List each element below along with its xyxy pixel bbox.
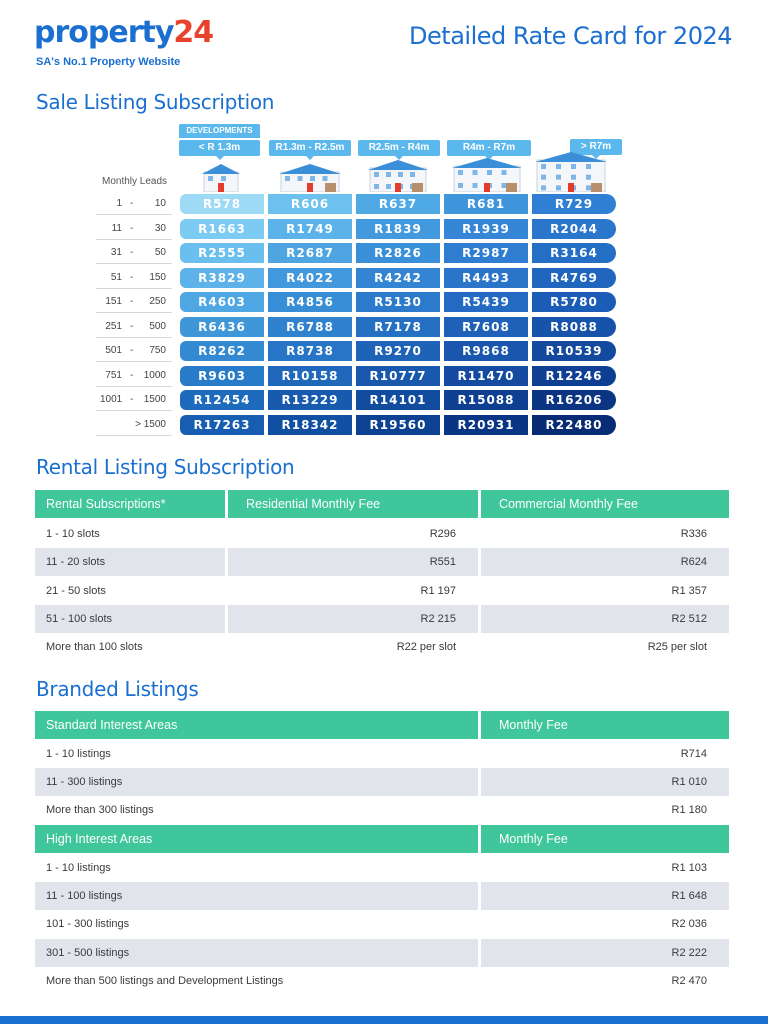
range-high: 750 <box>149 345 166 356</box>
price-cell: R18342 <box>268 415 352 435</box>
price-cell: R4603 <box>180 292 264 312</box>
price-cell: R2826 <box>356 243 440 263</box>
range-dash: - <box>130 394 134 405</box>
price-cell: R6436 <box>180 317 264 337</box>
range-high: 1500 <box>143 394 166 405</box>
price-cell: R3164 <box>532 243 616 263</box>
branded-area-header: High Interest Areas <box>35 825 478 853</box>
leads-range-row <box>96 218 172 240</box>
rental-commercial-fee: R25 per slot <box>647 641 707 654</box>
range-high: 10 <box>154 198 166 209</box>
house-icon <box>535 152 607 192</box>
price-cell: R4856 <box>268 292 352 312</box>
price-cell: R8738 <box>268 341 352 361</box>
range-high: 50 <box>154 247 166 258</box>
tier-tag: R1.3m - R2.5m <box>269 140 351 156</box>
logo-brand-text: property <box>34 15 174 50</box>
rental-commercial-fee: R336 <box>680 528 707 540</box>
property24-logo[interactable] <box>34 15 214 50</box>
monthly-leads-label: Monthly Leads <box>102 176 168 187</box>
price-cell: R3829 <box>180 268 264 288</box>
price-cell: R2687 <box>268 243 352 263</box>
branded-fee-header: Monthly Fee <box>481 711 729 739</box>
document-title: Detailed Rate Card for 2024 <box>409 22 732 50</box>
price-cell: R19560 <box>356 415 440 435</box>
range-dash: - <box>130 369 134 381</box>
leads-range-row <box>96 389 172 411</box>
price-cell: R9603 <box>180 366 264 386</box>
price-cell: R606 <box>268 194 352 214</box>
branded-row-fee: R2 470 <box>671 974 707 987</box>
range-dash: - <box>130 271 134 283</box>
range-low: 31 <box>110 247 122 258</box>
price-cell: R13229 <box>268 390 352 410</box>
price-cell: R4022 <box>268 268 352 288</box>
range-dash: - <box>130 222 134 234</box>
range-low: 11 <box>111 222 122 234</box>
branded-row-fee: R2 036 <box>671 918 707 931</box>
branded-row-fee: R1 180 <box>671 804 707 817</box>
rental-residential-fee: R296 <box>429 528 456 540</box>
branded-row-label: 11 - 100 listings <box>35 882 478 910</box>
house-icon <box>202 164 240 192</box>
price-cell: R4493 <box>444 268 528 288</box>
price-cell: R9270 <box>356 341 440 361</box>
range-dash: - <box>130 296 134 307</box>
sale-section-title: Sale Listing Subscription <box>36 90 275 114</box>
rental-residential-fee: R1 197 <box>420 584 456 597</box>
tier-tag: R4m - R7m <box>447 140 531 156</box>
house-icon <box>368 160 428 192</box>
price-cell: R10539 <box>532 341 616 361</box>
range-high: 500 <box>149 320 166 332</box>
house-icon <box>452 158 522 192</box>
branded-section-title: Branded Listings <box>36 677 199 701</box>
tier-tag: > R7m <box>570 139 622 155</box>
tier-tag: < R 1.3m <box>179 140 260 156</box>
rental-column-header: Commercial Monthly Fee <box>481 490 729 518</box>
branded-row-label: 1 - 10 listings <box>46 862 111 874</box>
rental-row-label: 11 - 20 slots <box>35 548 225 576</box>
rental-row-label: More than 100 slots <box>46 641 143 654</box>
range-high: 250 <box>149 296 166 307</box>
rental-commercial-fee: R624 <box>481 548 729 576</box>
developments-tag: DEVELOPMENTS <box>179 124 260 138</box>
rental-residential-fee: R22 per slot <box>396 641 456 654</box>
rental-commercial-fee: R2 512 <box>481 605 729 633</box>
leads-range-row <box>96 340 172 362</box>
price-cell: R17263 <box>180 415 264 435</box>
range-low: 51 <box>110 271 122 283</box>
branded-row-fee: R2 222 <box>481 939 729 967</box>
price-cell: R578 <box>180 194 264 214</box>
range-high: 1000 <box>143 369 166 381</box>
price-cell: R2987 <box>444 243 528 263</box>
price-cell: R4769 <box>532 268 616 288</box>
branded-row-label: More than 500 listings and Development Listings <box>46 974 284 987</box>
leads-range-row <box>96 414 172 436</box>
price-cell: R4242 <box>356 268 440 288</box>
price-cell: R2044 <box>532 219 616 239</box>
leads-range-row <box>96 365 172 387</box>
price-cell: R5439 <box>444 292 528 312</box>
price-cell: R1663 <box>180 219 264 239</box>
range-low: 751 <box>105 369 122 381</box>
price-cell: R7178 <box>356 317 440 337</box>
price-cell: R729 <box>532 194 616 214</box>
price-cell: R637 <box>356 194 440 214</box>
leads-range-row <box>96 242 172 264</box>
footer-bar <box>0 1016 768 1024</box>
price-cell: R1839 <box>356 219 440 239</box>
rental-residential-fee: R2 215 <box>228 605 478 633</box>
tier-tag: R2.5m - R4m <box>358 140 440 156</box>
branded-fee-header: Monthly Fee <box>481 825 729 853</box>
price-cell: R6788 <box>268 317 352 337</box>
price-cell: R1939 <box>444 219 528 239</box>
range-low: 501 <box>105 345 122 356</box>
price-cell: R5780 <box>532 292 616 312</box>
rental-commercial-fee: R1 357 <box>671 584 707 597</box>
branded-row-label: 1 - 10 listings <box>46 748 111 760</box>
price-cell: R14101 <box>356 390 440 410</box>
leads-range-row <box>96 316 172 338</box>
price-cell: R16206 <box>532 390 616 410</box>
branded-row-fee: R1 648 <box>481 882 729 910</box>
leads-range-row <box>96 193 172 215</box>
branded-row-label: 11 - 300 listings <box>35 768 478 796</box>
range-dash: - <box>130 198 134 209</box>
price-cell: R10158 <box>268 366 352 386</box>
price-cell: R22480 <box>532 415 616 435</box>
price-cell: R681 <box>444 194 528 214</box>
price-cell: R12246 <box>532 366 616 386</box>
range-low: 1 <box>116 198 122 209</box>
logo-brand-number: 24 <box>173 15 214 50</box>
leads-range-row <box>96 291 172 313</box>
branded-area-header: Standard Interest Areas <box>35 711 478 739</box>
price-cell: R15088 <box>444 390 528 410</box>
price-cell: R5130 <box>356 292 440 312</box>
branded-row-label: 301 - 500 listings <box>35 939 478 967</box>
range-low: 1001 <box>100 394 123 405</box>
branded-row-label: 101 - 300 listings <box>46 918 130 931</box>
rental-row-label: 21 - 50 slots <box>46 584 106 597</box>
price-cell: R7608 <box>444 317 528 337</box>
rental-row-label: 51 - 100 slots <box>35 605 225 633</box>
range-low: 251 <box>105 320 122 332</box>
branded-row-fee: R1 010 <box>481 768 729 796</box>
rental-residential-fee: R551 <box>228 548 478 576</box>
rental-column-header: Residential Monthly Fee <box>228 490 478 518</box>
range-high: 150 <box>149 271 166 283</box>
price-cell: R12454 <box>180 390 264 410</box>
price-cell: R10777 <box>356 366 440 386</box>
price-cell: R9868 <box>444 341 528 361</box>
price-cell: R2555 <box>180 243 264 263</box>
rental-row-label: 1 - 10 slots <box>46 528 100 540</box>
range-low: 151 <box>105 296 122 307</box>
rental-column-header: Rental Subscriptions* <box>35 490 225 518</box>
branded-row-label: More than 300 listings <box>46 804 154 817</box>
range-dash: - <box>130 247 134 258</box>
tagline: SA's No.1 Property Website <box>36 56 181 68</box>
leads-range-row <box>96 267 172 289</box>
branded-row-fee: R714 <box>680 748 707 760</box>
price-cell: R20931 <box>444 415 528 435</box>
range-high: 30 <box>154 222 166 234</box>
range-dash: - <box>130 320 134 332</box>
house-icon <box>279 164 341 192</box>
price-cell: R11470 <box>444 366 528 386</box>
branded-row-fee: R1 103 <box>671 862 707 874</box>
price-cell: R8088 <box>532 317 616 337</box>
rental-section-title: Rental Listing Subscription <box>36 455 295 479</box>
price-cell: R1749 <box>268 219 352 239</box>
range-high: > 1500 <box>135 418 166 430</box>
price-cell: R8262 <box>180 341 264 361</box>
range-dash: - <box>130 345 134 356</box>
